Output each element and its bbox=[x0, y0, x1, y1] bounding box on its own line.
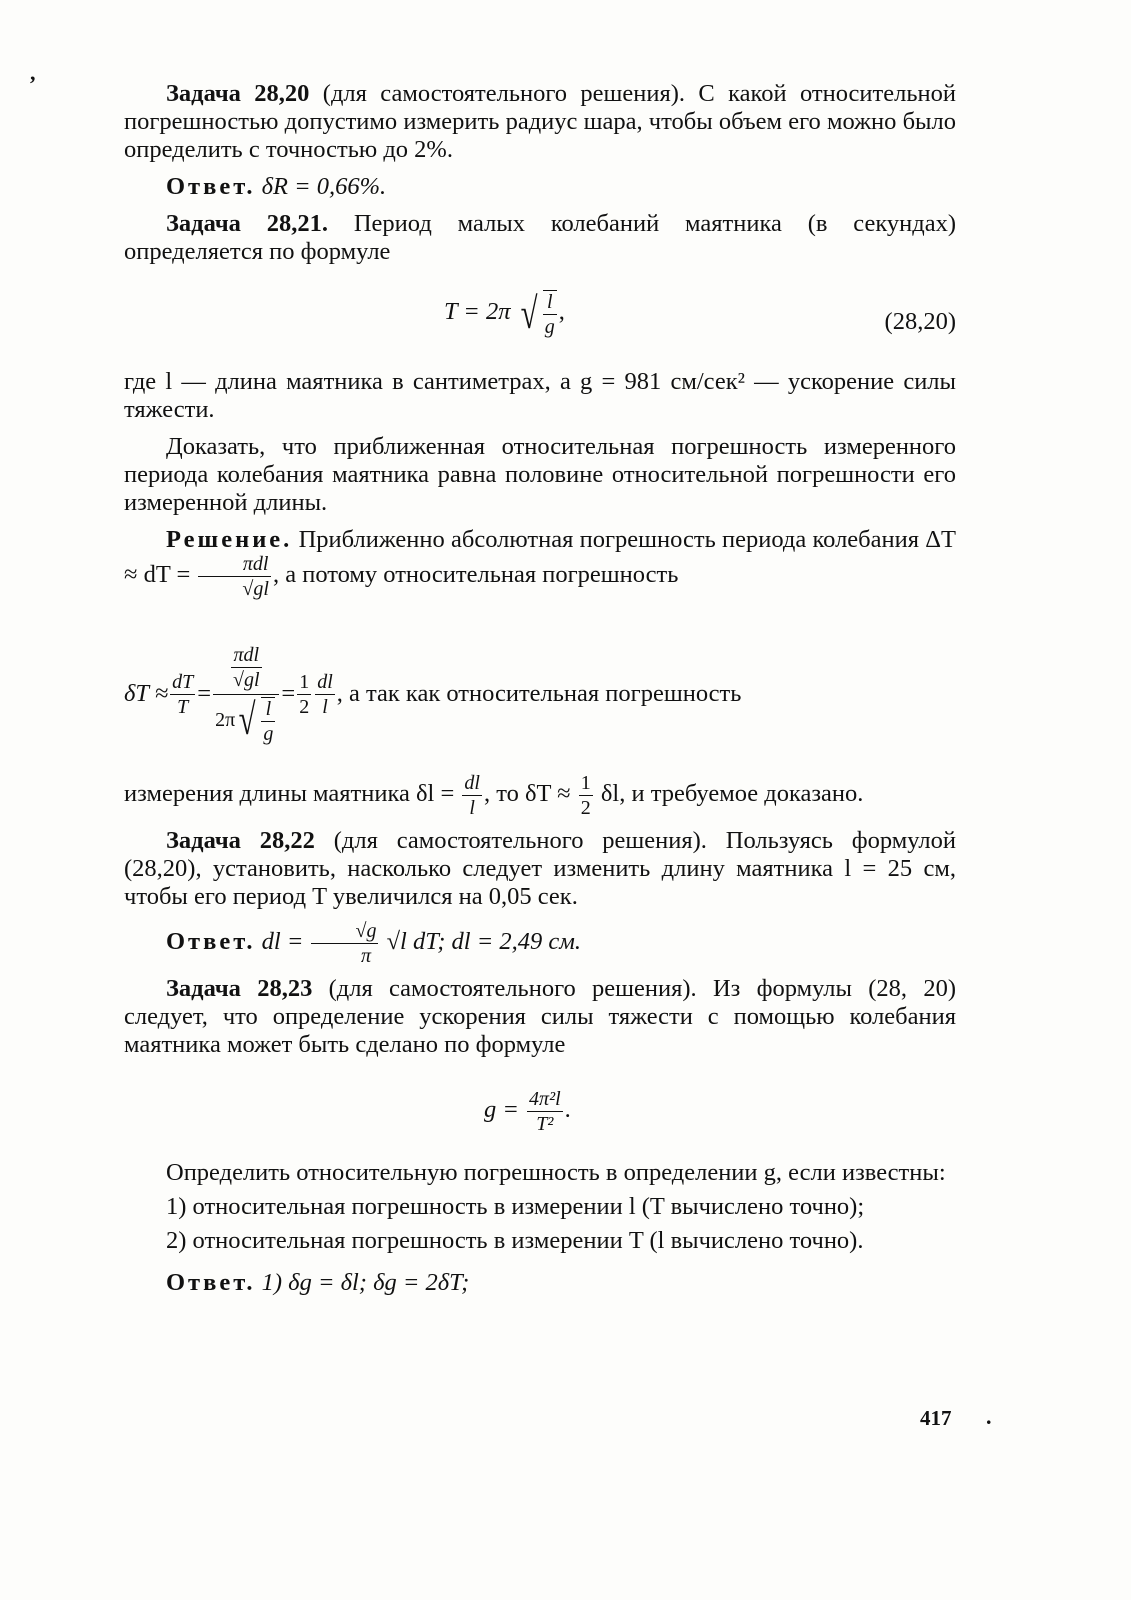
scan-speck: . bbox=[986, 1404, 992, 1429]
scan-speck: , bbox=[30, 60, 36, 85]
equation-g: g = $\frac{\text{4π²l}}{\text{T²}}$ . bbox=[484, 1088, 571, 1135]
problem-28-22: Задача 28,22 (для самостоятельного решения). Пользуясь формулой (28,20), установить, насколько следует изменить длину маятника l = 25 см, чтобы его период T увеличился на 0,05 сек. bbox=[124, 827, 957, 910]
problem-28-21: Задача 28,21. Период малых колебаний маятника (в секундах) определяется по формуле bbox=[124, 210, 956, 265]
page-number: 417 bbox=[920, 1406, 952, 1430]
equation-delta-t: δT ≈ $\frac{dT}{T}$ = $\frac{\text{πdl}}{√gl}$ 2π√ $\frac{l}{g}$ = $\frac{1}{2}$ $\frac{dl}{l}$ , а так как относительная погрешность bbox=[124, 643, 742, 745]
answer-28-20: Ответ. δR = 0,66%. bbox=[166, 173, 387, 200]
answer-28-22: Ответ. dl = $\frac{√g}{\pi}$ √l dT; dl = 2,49 см. bbox=[166, 920, 582, 967]
solution: Решение. Приближенно абсолютная погрешность периода колебания ΔT ≈ dT = $\frac{\text{πdl}}{√gl}$ , а потому относительная погрешность bbox=[124, 526, 956, 600]
equation-28-20: T = 2π √ $\frac{l}{g}$ , (28,20) bbox=[444, 288, 956, 338]
problem-28-20: Задача 28,20 (для самостоятельного решения). С какой относительной погрешностью допустимо измерить радиус шара, чтобы объем его можно было определить с точностью до 2%. bbox=[124, 80, 956, 163]
conclusion: измерения длины маятника δl = $\frac{dl}{l}$ , то δT ≈ $\frac{1}{2}$ δl, и требуемое доказано. bbox=[124, 772, 864, 819]
item-1: 1) относительная погрешность в измерении l (T вычислено точно); bbox=[166, 1193, 865, 1220]
page-body bbox=[124, 80, 956, 1297]
answer-28-23: Ответ. 1) δg = δl; δg = 2δT; bbox=[166, 1269, 470, 1296]
item-2: 2) относительная погрешность в измерении T (l вычислено точно). bbox=[166, 1227, 864, 1254]
prove-text: Доказать, что приближенная относительная погрешность измеренного периода колебания маятника равна половине относительной погрешности его измеренной длины. bbox=[124, 433, 956, 516]
problem-28-23: Задача 28,23 (для самостоятельного решения). Из формулы (28, 20) следует, что определение ускорения силы тяжести с помощью колебания маятника может быть сделано по формуле bbox=[124, 975, 956, 1058]
determine-text: Определить относительную погрешность в определении g, если известны: bbox=[166, 1159, 946, 1186]
definition-text: где l — длина маятника в сантиметрах, а g = 981 см/сек² — ускорение силы тяжести. bbox=[124, 368, 956, 423]
equation-number: (28,20) bbox=[884, 308, 956, 335]
